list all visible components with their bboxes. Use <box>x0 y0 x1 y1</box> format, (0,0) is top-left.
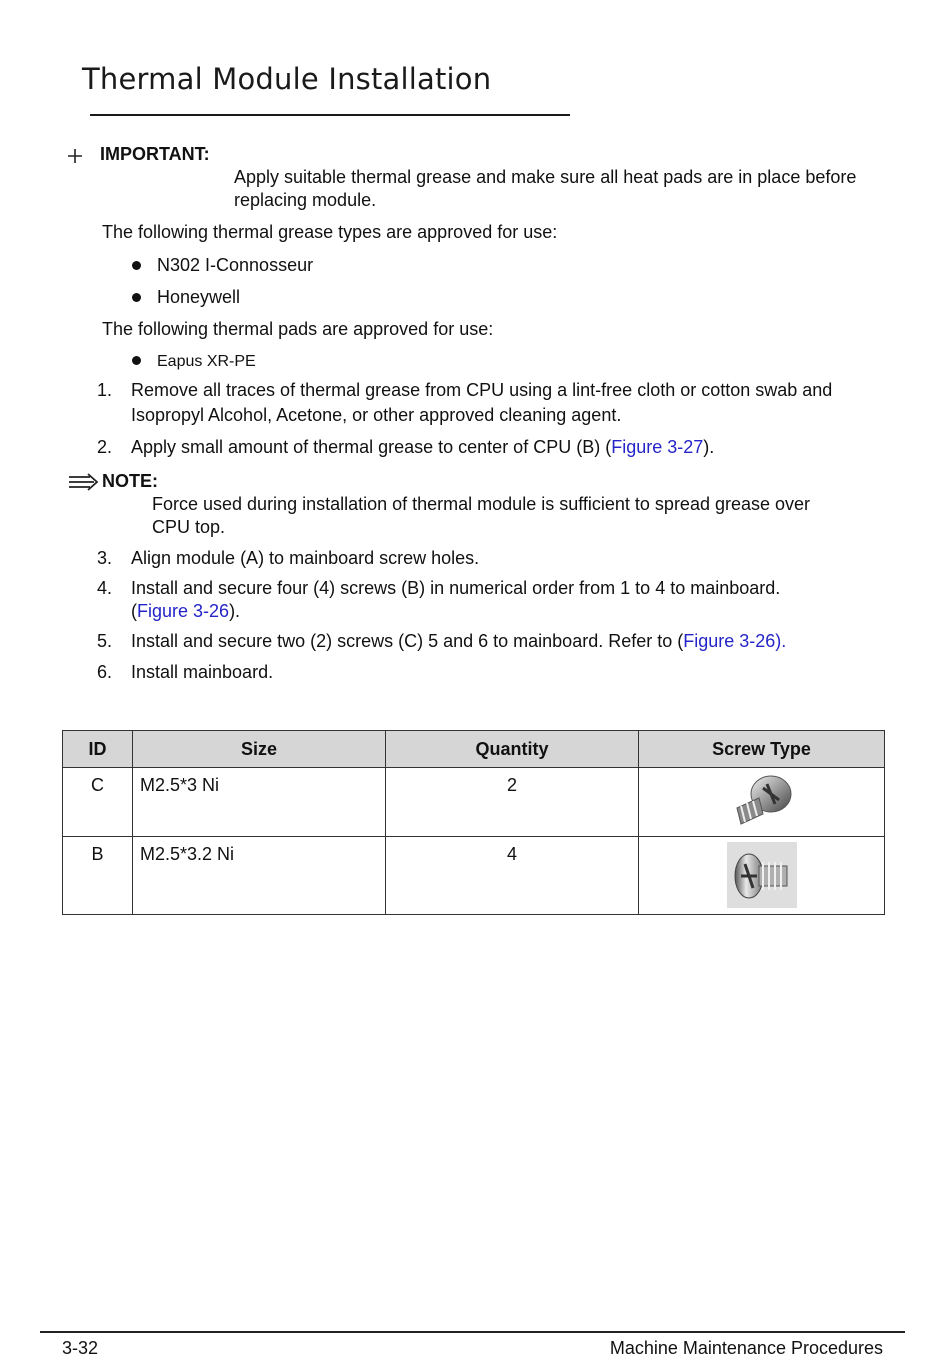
grease-intro: The following thermal grease types are approved for use: <box>102 222 558 242</box>
step-number: 6. <box>97 662 113 682</box>
important-icon <box>65 146 85 166</box>
figure-3-27-link[interactable]: Figure 3-27 <box>611 437 704 457</box>
cell-quantity: 2 <box>386 768 639 837</box>
step-2-text: Apply small amount of thermal grease to center of CPU (B) ( <box>131 437 612 457</box>
screw-table <box>62 730 885 915</box>
figure-3-26-link[interactable]: Figure 3-26 <box>137 601 230 621</box>
note-label: NOTE: <box>102 471 158 491</box>
step-number: 1. <box>97 380 113 400</box>
note-text-line-2: CPU top. <box>152 517 226 537</box>
figure-3-26-link[interactable]: Figure 3-26). <box>683 631 787 651</box>
step-3: Align module (A) to mainboard screw holes. <box>131 548 480 568</box>
grease-item-1: N302 I-Connosseur <box>157 255 314 275</box>
column-header-id: ID <box>63 731 133 768</box>
cell-id: C <box>63 768 133 837</box>
important-text-line-2: replacing module. <box>234 190 377 210</box>
cell-size: M2.5*3.2 Ni <box>133 837 386 915</box>
step-1-line-2: Isopropyl Alcohol, Acetone, or other approved cleaning agent. <box>131 405 622 425</box>
page-title: Thermal Module Installation <box>82 62 492 96</box>
step-number: 2. <box>97 437 113 457</box>
step-1-line-1: Remove all traces of thermal grease from CPU using a lint-free cloth or cotton swab and <box>131 380 833 400</box>
cell-screw-type <box>639 837 885 915</box>
bullet-icon <box>132 261 141 270</box>
cell-id: B <box>63 837 133 915</box>
step-4-paren: ( <box>131 601 137 621</box>
table-header-row <box>63 731 885 768</box>
step-2-text-end: ). <box>703 437 715 457</box>
important-text-line-1: Apply suitable thermal grease and make sure all heat pads are in place before <box>234 167 857 187</box>
step-2 <box>131 436 714 459</box>
section-title: Machine Maintenance Procedures <box>609 1338 883 1358</box>
step-4-text-end: ). <box>229 601 241 621</box>
step-5-text: Install and secure two (2) screws (C) 5 and 6 to mainboard. Refer to ( <box>131 631 684 651</box>
title-underline <box>90 114 570 116</box>
bullet-icon <box>132 293 141 302</box>
table-row <box>63 768 885 837</box>
step-4-line-2 <box>131 600 240 623</box>
step-4-line-1: Install and secure four (4) screws (B) in numerical order from 1 to 4 to mainboard. <box>131 578 781 598</box>
step-number: 4. <box>97 578 113 598</box>
column-header-size: Size <box>133 731 386 768</box>
note-arrow-icon <box>68 473 100 491</box>
screw-b-image <box>727 842 797 908</box>
important-label: IMPORTANT: <box>100 144 210 164</box>
page-number: 3-32 <box>62 1338 99 1358</box>
column-header-screw-type: Screw Type <box>639 731 885 768</box>
step-6: Install mainboard. <box>131 662 274 682</box>
grease-item-2: Honeywell <box>157 287 241 307</box>
pads-item-1: Eapus XR-PE <box>157 353 256 370</box>
cell-quantity: 4 <box>386 837 639 915</box>
step-number: 3. <box>97 548 113 568</box>
footer-rule <box>40 1331 905 1333</box>
pads-intro: The following thermal pads are approved for use: <box>102 319 494 339</box>
cell-size: M2.5*3 Ni <box>133 768 386 837</box>
note-text-line-1: Force used during installation of thermal module is sufficient to spread grease over <box>152 494 811 514</box>
table-row <box>63 837 885 915</box>
column-header-quantity: Quantity <box>386 731 639 768</box>
bullet-icon <box>132 356 141 365</box>
screw-c-image <box>729 772 795 830</box>
step-number: 5. <box>97 631 113 651</box>
step-5 <box>131 630 786 653</box>
cell-screw-type <box>639 768 885 837</box>
